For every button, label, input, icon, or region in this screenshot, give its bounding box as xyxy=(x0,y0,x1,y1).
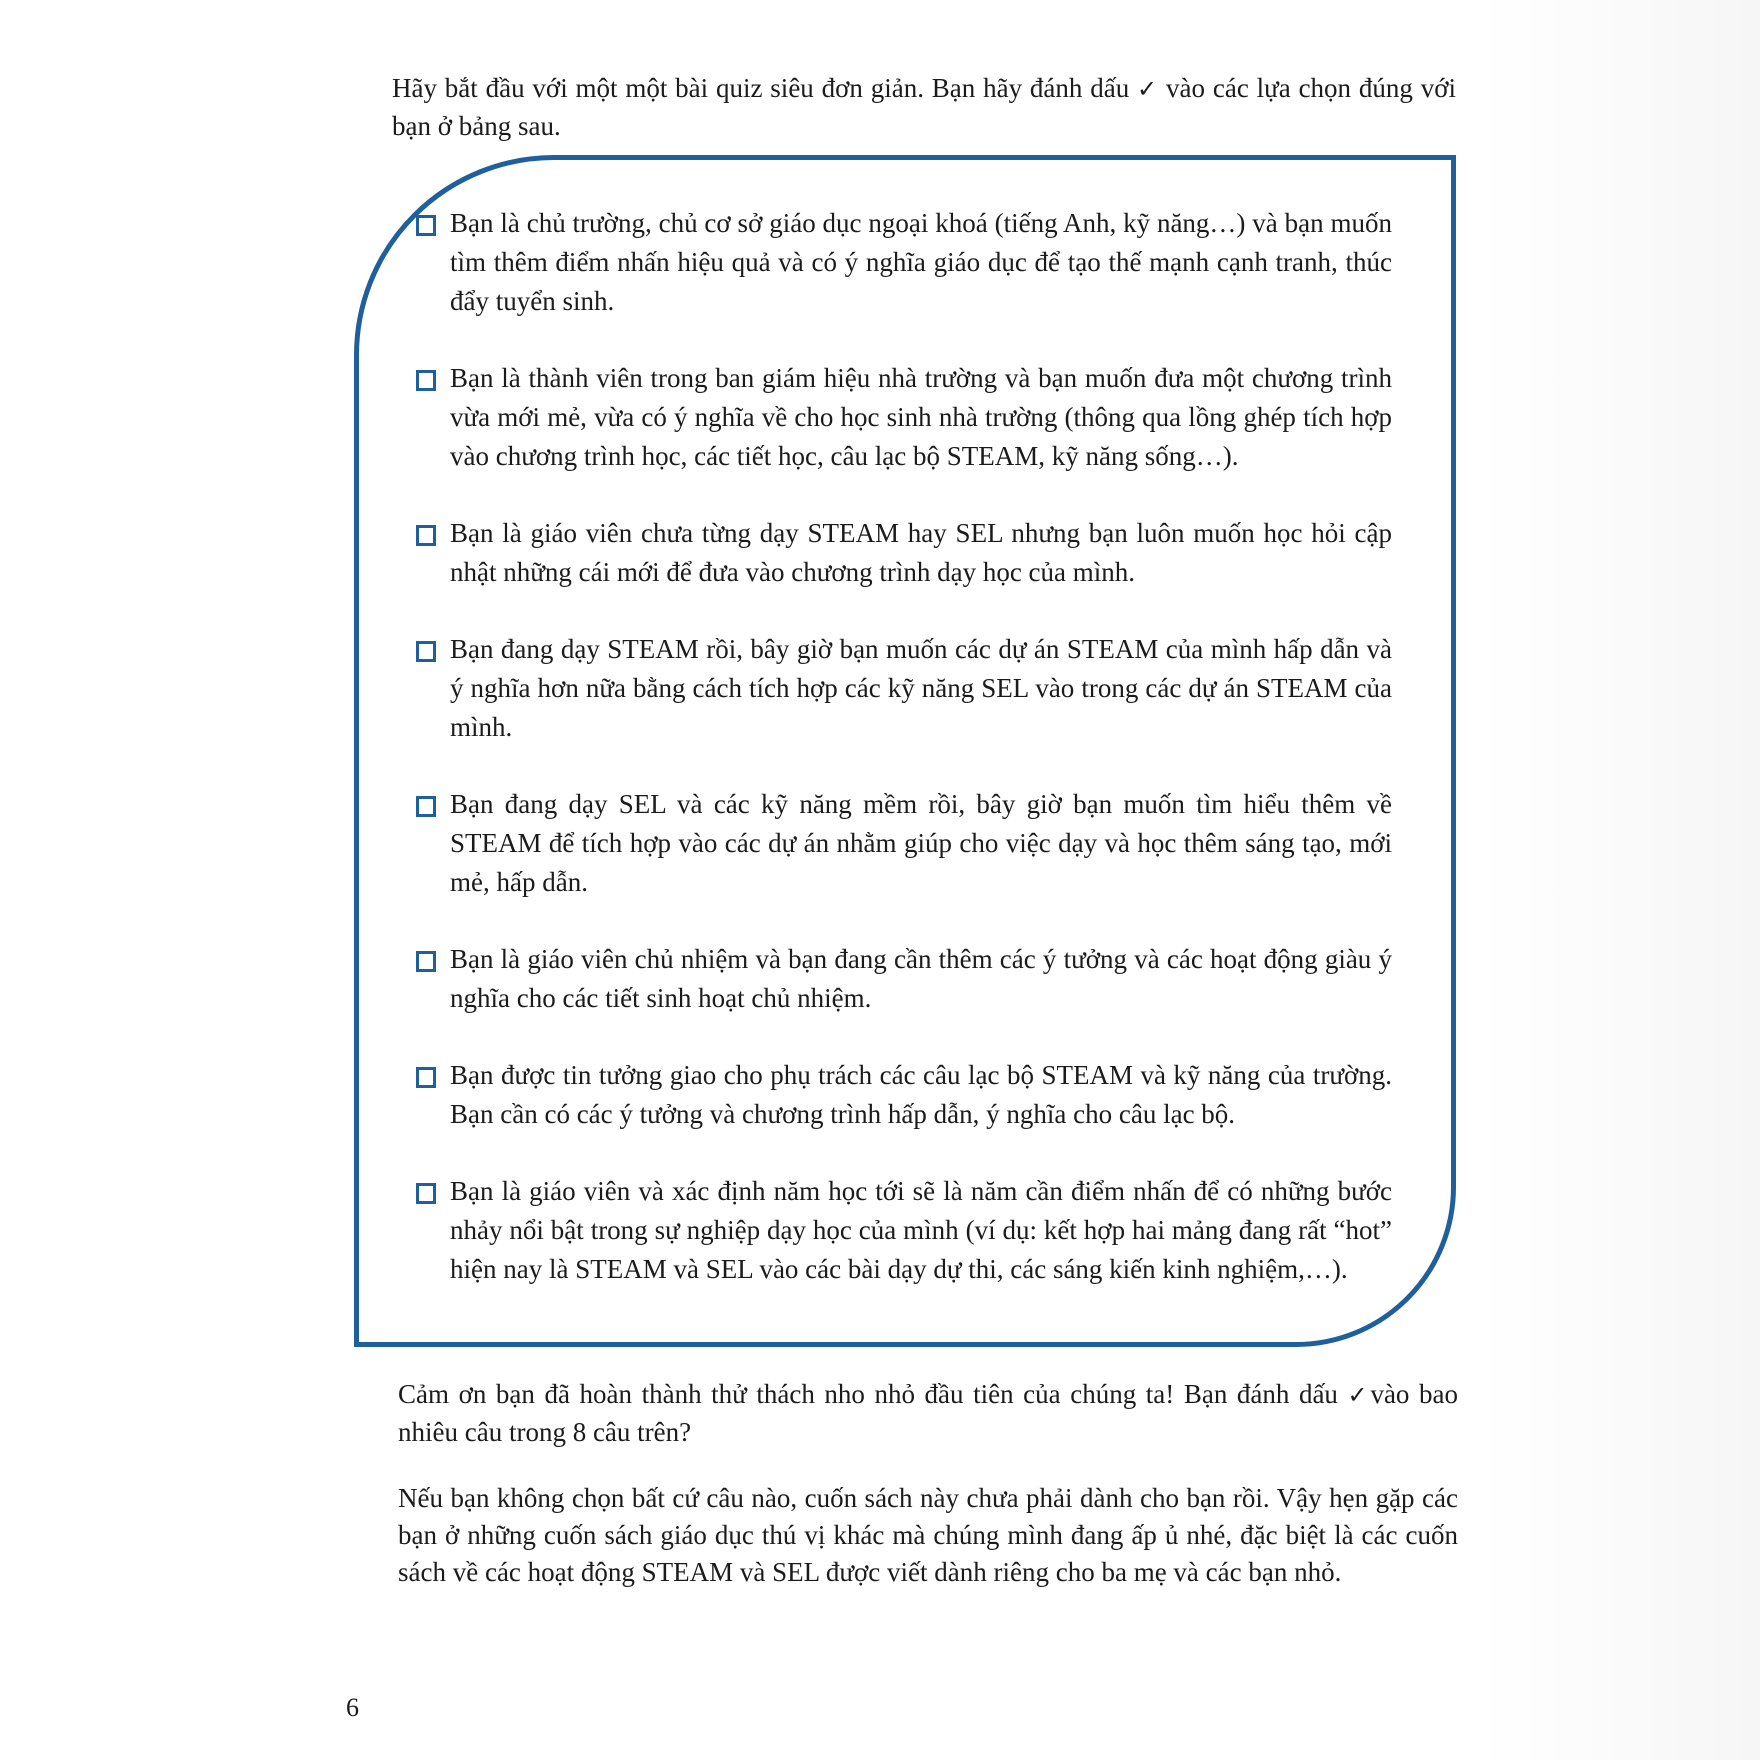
intro-text-end: vào các lựa chọn đúng với bạn ở bảng sau. xyxy=(392,73,1456,141)
intro-text-start: Hãy bắt đầu với một một bài quiz siêu đơn giản. Bạn hãy đánh dấu xyxy=(392,73,1138,103)
quiz-list xyxy=(412,204,1392,1327)
checkbox-icon[interactable] xyxy=(416,215,436,236)
quiz-item-text: Bạn đang dạy STEAM rồi, bây giờ bạn muốn các dự án STEAM của mình hấp dẫn và ý nghĩa hơn nữa bằng cách tích hợp các kỹ năng SEL vào trong các dự án STEAM của mình. xyxy=(450,634,1392,742)
quiz-item xyxy=(412,359,1392,476)
quiz-item xyxy=(412,940,1392,1018)
checkbox-icon[interactable] xyxy=(416,1067,436,1088)
quiz-item-text: Bạn là thành viên trong ban giám hiệu nhà trường và bạn muốn đưa một chương trình vừa mới mẻ, vừa có ý nghĩa về cho học sinh nhà trường (thông qua lồng ghép tích hợp vào chương trình học, các tiết học, câu lạc bộ STEAM, kỹ năng sống…). xyxy=(450,363,1392,471)
checkbox-icon[interactable] xyxy=(416,370,436,391)
thanks-text-start: Cảm ơn bạn đã hoàn thành thử thách nho nhỏ đầu tiên của chúng ta! Bạn đánh dấu xyxy=(398,1379,1348,1409)
quiz-item-text: Bạn là chủ trường, chủ cơ sở giáo dục ngoại khoá (tiếng Anh, kỹ năng…) và bạn muốn tìm thêm điểm nhấn hiệu quả và có ý nghĩa giáo dục để tạo thế mạnh cạnh tranh, thúc đẩy tuyển sinh. xyxy=(450,208,1392,316)
quiz-item-text: Bạn là giáo viên chủ nhiệm và bạn đang cần thêm các ý tưởng và các hoạt động giàu ý nghĩa cho các tiết sinh hoạt chủ nhiệm. xyxy=(450,944,1392,1013)
check-mark-icon: ✓ xyxy=(1347,1381,1371,1409)
checkbox-icon[interactable] xyxy=(416,641,436,662)
quiz-item-text: Bạn là giáo viên chưa từng dạy STEAM hay SEL nhưng bạn luôn muốn học hỏi cập nhật những cái mới để đưa vào chương trình dạy học của mình. xyxy=(450,518,1392,587)
closing-paragraph: Nếu bạn không chọn bất cứ câu nào, cuốn sách này chưa phải dành cho bạn rồi. Vậy hẹn gặp các bạn ở những cuốn sách giáo dục thú vị khác mà chúng mình đang ấp ủ nhé, đặc biệt là các cuốn sách về các hoạt động STEAM và SEL được viết dành riêng cho ba mẹ và các bạn nhỏ. xyxy=(398,1483,1458,1587)
intro-paragraph xyxy=(392,70,1456,145)
checkbox-icon[interactable] xyxy=(416,1183,436,1204)
quiz-item-text: Bạn đang dạy SEL và các kỹ năng mềm rồi, bây giờ bạn muốn tìm hiểu thêm về STEAM để tích hợp vào các dự án nhằm giúp cho việc dạy và học thêm sáng tạo, mới mẻ, hấp dẫn. xyxy=(450,789,1392,897)
thanks-paragraph xyxy=(398,1376,1458,1451)
quiz-item xyxy=(412,1172,1392,1289)
thanks-text-end: vào bao nhiêu câu trong 8 câu trên? xyxy=(398,1379,1458,1447)
check-mark-icon: ✓ xyxy=(1137,75,1159,103)
quiz-item xyxy=(412,785,1392,902)
quiz-item-text: Bạn được tin tưởng giao cho phụ trách các câu lạc bộ STEAM và kỹ năng của trường. Bạn cần có các ý tưởng và chương trình hấp dẫn, ý nghĩa cho câu lạc bộ. xyxy=(450,1060,1392,1129)
quiz-item-text: Bạn là giáo viên và xác định năm học tới sẽ là năm cần điểm nhấn để có những bước nhảy nổi bật trong sự nghiệp dạy học của mình (ví dụ: kết hợp hai mảng đang rất “hot” hiện nay là STEAM và SEL vào các bài dạy dự thi, các sáng kiến kinh nghiệm,…). xyxy=(450,1176,1392,1284)
quiz-item xyxy=(412,1056,1392,1134)
checkbox-icon[interactable] xyxy=(416,951,436,972)
quiz-item xyxy=(412,204,1392,321)
checkbox-icon[interactable] xyxy=(416,796,436,817)
checkbox-icon[interactable] xyxy=(416,525,436,546)
page-number: 6 xyxy=(346,1693,359,1722)
quiz-item xyxy=(412,514,1392,592)
quiz-item xyxy=(412,630,1392,747)
